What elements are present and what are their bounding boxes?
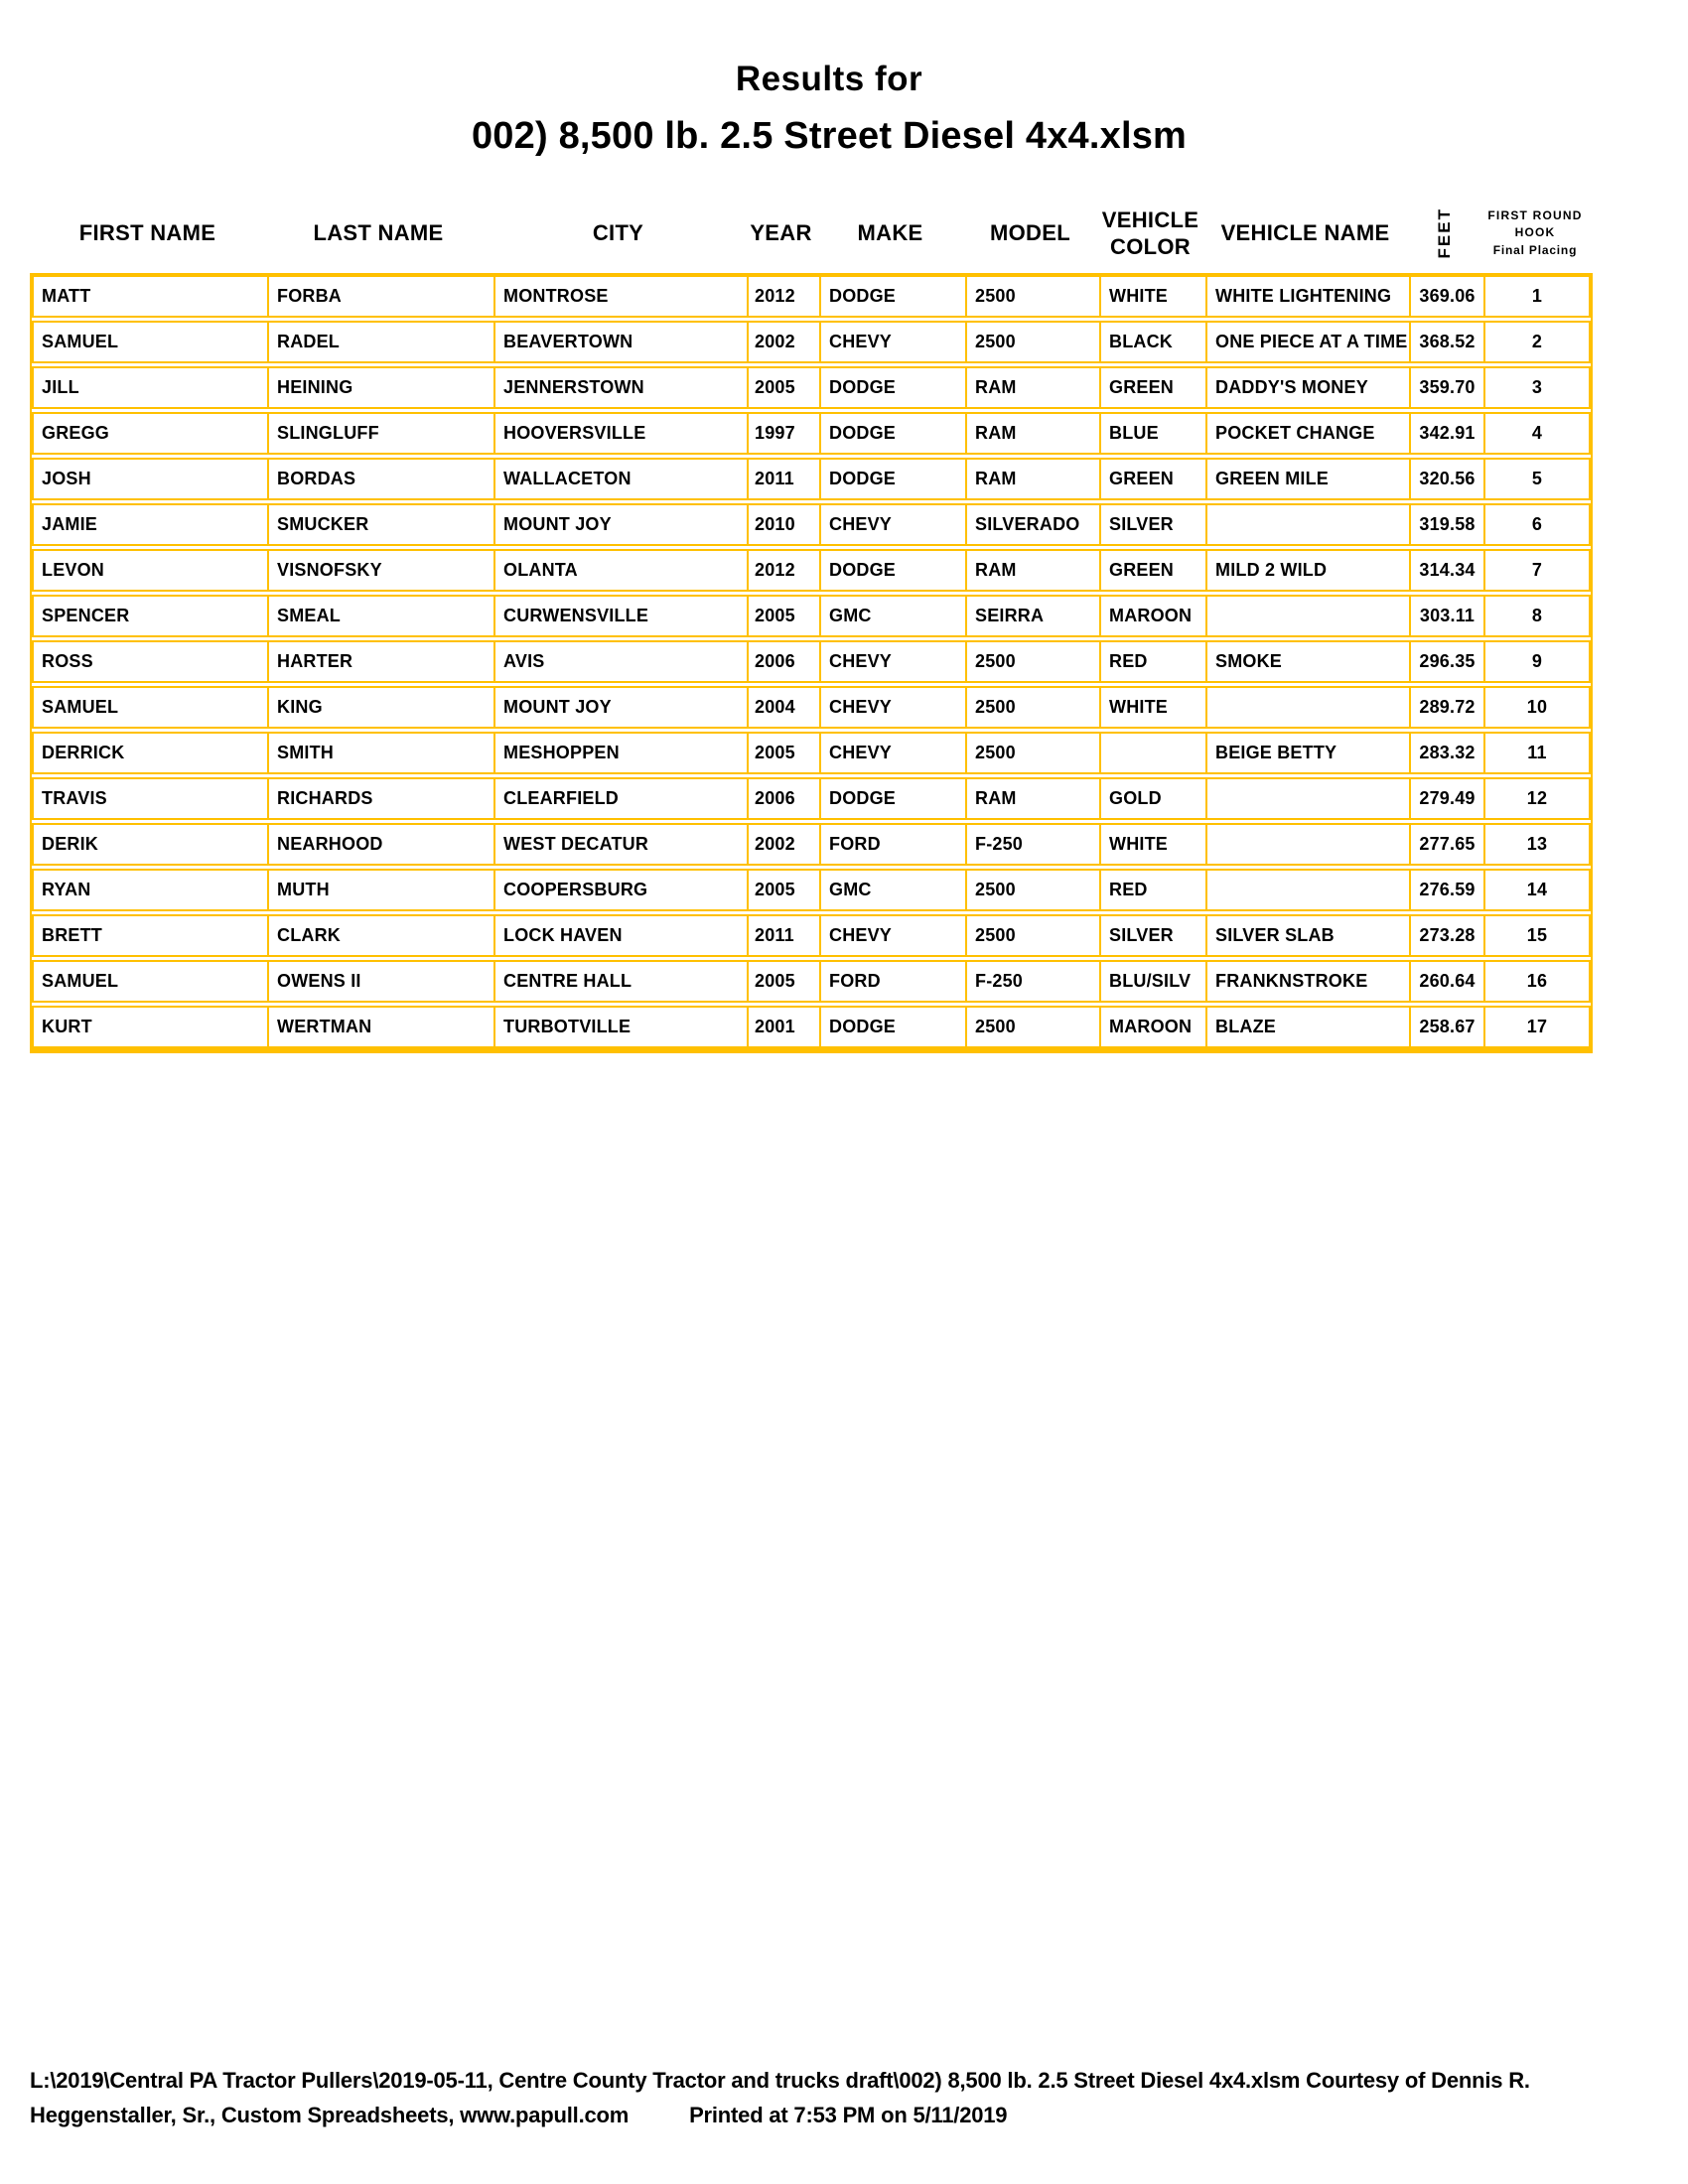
cell-last-name: KING xyxy=(269,688,495,727)
cell-last-name: WERTMAN xyxy=(269,1008,495,1046)
cell-vehicle-name xyxy=(1207,825,1411,864)
cell-last-name: HEINING xyxy=(269,368,495,407)
cell-feet: 283.32 xyxy=(1411,734,1485,772)
cell-city: AVIS xyxy=(495,642,749,681)
cell-year: 2005 xyxy=(749,597,821,635)
cell-city: MOUNT JOY xyxy=(495,505,749,544)
cell-model: 2500 xyxy=(967,734,1101,772)
cell-vehicle-color: WHITE xyxy=(1101,825,1207,864)
cell-first-name: TRAVIS xyxy=(34,779,269,818)
cell-model: 2500 xyxy=(967,323,1101,361)
table-row xyxy=(32,686,1591,729)
cell-year: 2002 xyxy=(749,825,821,864)
header-model: MODEL xyxy=(990,220,1070,246)
cell-place: 5 xyxy=(1531,469,1543,488)
cell-last-name: SLINGLUFF xyxy=(269,414,495,453)
cell-last-name: FORBA xyxy=(269,277,495,316)
cell-place: 10 xyxy=(1526,697,1548,717)
cell-model: F-250 xyxy=(967,825,1101,864)
table-row xyxy=(32,275,1591,318)
header-vehicle-name: VEHICLE NAME xyxy=(1220,220,1390,246)
cell-vehicle-color: WHITE xyxy=(1101,277,1207,316)
cell-vehicle-name xyxy=(1207,779,1411,818)
cell-vehicle-name xyxy=(1207,505,1411,544)
cell-feet: 279.49 xyxy=(1411,779,1485,818)
cell-first-name: GREGG xyxy=(34,414,269,453)
cell-vehicle-name: SMOKE xyxy=(1207,642,1411,681)
cell-make: CHEVY xyxy=(821,916,967,955)
cell-model: SILVERADO xyxy=(967,505,1101,544)
cell-place: 13 xyxy=(1526,834,1548,854)
table-row xyxy=(32,640,1591,683)
cell-city: COOPERSBURG xyxy=(495,871,749,909)
footer-file-path: L:\2019\Central PA Tractor Pullers\2019-05-11, Centre County Tractor and trucks draft\002) 8,500 lb. 2.5 Street Diesel 4x4.xlsm Courtesy of Dennis R. xyxy=(30,2068,1530,2093)
table-row xyxy=(32,777,1591,820)
cell-place: 11 xyxy=(1527,743,1547,762)
cell-make: DODGE xyxy=(821,779,967,818)
cell-year: 2011 xyxy=(749,460,821,498)
cell-place: 14 xyxy=(1526,880,1548,899)
cell-feet: 296.35 xyxy=(1411,642,1485,681)
cell-last-name: VISNOFSKY xyxy=(269,551,495,590)
cell-feet: 320.56 xyxy=(1411,460,1485,498)
cell-vehicle-color: RED xyxy=(1101,871,1207,909)
cell-first-name: JAMIE xyxy=(34,505,269,544)
cell-city: CURWENSVILLE xyxy=(495,597,749,635)
table-row xyxy=(32,366,1591,409)
cell-model: 2500 xyxy=(967,642,1101,681)
cell-year: 2005 xyxy=(749,368,821,407)
table-row xyxy=(32,549,1591,592)
cell-first-name: ROSS xyxy=(34,642,269,681)
cell-feet: 359.70 xyxy=(1411,368,1485,407)
table-row xyxy=(32,503,1591,546)
footer-credit-line xyxy=(30,2098,1668,2132)
cell-model: RAM xyxy=(967,460,1101,498)
cell-vehicle-color: MAROON xyxy=(1101,597,1207,635)
cell-first-name: BRETT xyxy=(34,916,269,955)
cell-city: OLANTA xyxy=(495,551,749,590)
cell-vehicle-color: BLUE xyxy=(1101,414,1207,453)
cell-place: 3 xyxy=(1531,377,1543,397)
cell-place: 7 xyxy=(1531,560,1543,580)
cell-vehicle-color: SILVER xyxy=(1101,505,1207,544)
cell-feet: 369.06 xyxy=(1411,277,1485,316)
cell-model: F-250 xyxy=(967,962,1101,1001)
cell-first-name: SPENCER xyxy=(34,597,269,635)
cell-first-name: KURT xyxy=(34,1008,269,1046)
cell-last-name: HARTER xyxy=(269,642,495,681)
header-first-name: FIRST NAME xyxy=(78,220,216,246)
cell-vehicle-color: BLACK xyxy=(1101,323,1207,361)
cell-year: 2012 xyxy=(749,551,821,590)
table-body xyxy=(30,273,1593,1053)
header-make: MAKE xyxy=(857,220,923,246)
footer-credit-left: Heggenstaller, Sr., Custom Spreadsheets, www.papull.com xyxy=(30,2103,630,2127)
cell-place: 6 xyxy=(1531,514,1543,534)
cell-vehicle-name xyxy=(1207,597,1411,635)
cell-last-name: BORDAS xyxy=(269,460,495,498)
cell-city: CLEARFIELD xyxy=(495,779,749,818)
cell-vehicle-name: BLAZE xyxy=(1207,1008,1411,1046)
cell-make: GMC xyxy=(821,871,967,909)
cell-feet: 276.59 xyxy=(1411,871,1485,909)
cell-vehicle-color: GREEN xyxy=(1101,460,1207,498)
cell-feet: 277.65 xyxy=(1411,825,1485,864)
cell-year: 2006 xyxy=(749,642,821,681)
cell-feet: 303.11 xyxy=(1411,597,1485,635)
cell-city: TURBOTVILLE xyxy=(495,1008,749,1046)
cell-first-name: SAMUEL xyxy=(34,323,269,361)
cell-year: 2011 xyxy=(749,916,821,955)
cell-make: DODGE xyxy=(821,277,967,316)
cell-vehicle-color: WHITE xyxy=(1101,688,1207,727)
cell-vehicle-color: RED xyxy=(1101,642,1207,681)
header-year: YEAR xyxy=(750,220,812,246)
cell-place: 9 xyxy=(1531,651,1543,671)
cell-make: CHEVY xyxy=(821,734,967,772)
cell-model: 2500 xyxy=(967,277,1101,316)
cell-vehicle-name: POCKET CHANGE xyxy=(1207,414,1411,453)
footer-printed-at: Printed at 7:53 PM on 5/11/2019 xyxy=(689,2103,1008,2127)
cell-vehicle-name: MILD 2 WILD xyxy=(1207,551,1411,590)
cell-year: 2012 xyxy=(749,277,821,316)
cell-year: 2005 xyxy=(749,871,821,909)
cell-last-name: RADEL xyxy=(269,323,495,361)
cell-first-name: RYAN xyxy=(34,871,269,909)
cell-make: DODGE xyxy=(821,460,967,498)
cell-model: 2500 xyxy=(967,916,1101,955)
cell-city: BEAVERTOWN xyxy=(495,323,749,361)
table-row xyxy=(32,321,1591,363)
cell-vehicle-name: FRANKNSTROKE xyxy=(1207,962,1411,1001)
cell-place: 16 xyxy=(1526,971,1548,991)
cell-feet: 314.34 xyxy=(1411,551,1485,590)
cell-place: 12 xyxy=(1526,788,1548,808)
cell-city: WEST DECATUR xyxy=(495,825,749,864)
cell-place: 8 xyxy=(1531,606,1543,625)
class-filename-title: 002) 8,500 lb. 2.5 Street Diesel 4x4.xlsm xyxy=(471,115,1188,157)
cell-first-name: JILL xyxy=(34,368,269,407)
cell-first-name: LEVON xyxy=(34,551,269,590)
cell-year: 2006 xyxy=(749,779,821,818)
cell-vehicle-name: WHITE LIGHTENING xyxy=(1207,277,1411,316)
cell-place: 1 xyxy=(1531,286,1543,306)
cell-city: MONTROSE xyxy=(495,277,749,316)
cell-place: 4 xyxy=(1531,423,1543,443)
table-row xyxy=(32,1006,1591,1048)
cell-feet: 258.67 xyxy=(1411,1008,1485,1046)
cell-make: DODGE xyxy=(821,414,967,453)
cell-city: MESHOPPEN xyxy=(495,734,749,772)
cell-year: 2004 xyxy=(749,688,821,727)
cell-make: DODGE xyxy=(821,551,967,590)
table-row xyxy=(32,732,1591,774)
cell-vehicle-color: BLU/SILV xyxy=(1101,962,1207,1001)
cell-vehicle-name: GREEN MILE xyxy=(1207,460,1411,498)
cell-feet: 368.52 xyxy=(1411,323,1485,361)
cell-make: CHEVY xyxy=(821,642,967,681)
table-row xyxy=(32,458,1591,500)
header-vehicle-color: VEHICLE COLOR xyxy=(1101,206,1199,259)
table-row xyxy=(32,914,1591,957)
cell-last-name: SMUCKER xyxy=(269,505,495,544)
cell-vehicle-color: GREEN xyxy=(1101,551,1207,590)
cell-vehicle-name xyxy=(1207,871,1411,909)
cell-place: 15 xyxy=(1526,925,1548,945)
cell-make: FORD xyxy=(821,962,967,1001)
cell-vehicle-color: GOLD xyxy=(1101,779,1207,818)
cell-model: 2500 xyxy=(967,688,1101,727)
cell-vehicle-name: SILVER SLAB xyxy=(1207,916,1411,955)
cell-model: RAM xyxy=(967,551,1101,590)
cell-make: CHEVY xyxy=(821,323,967,361)
cell-last-name: OWENS II xyxy=(269,962,495,1001)
cell-vehicle-color: GREEN xyxy=(1101,368,1207,407)
cell-make: DODGE xyxy=(821,1008,967,1046)
cell-first-name: DERRICK xyxy=(34,734,269,772)
cell-first-name: DERIK xyxy=(34,825,269,864)
first-round-label: FIRST ROUND xyxy=(1487,207,1583,222)
cell-vehicle-color xyxy=(1101,734,1207,772)
cell-last-name: SMEAL xyxy=(269,597,495,635)
cell-model: SEIRRA xyxy=(967,597,1101,635)
feet-header-rotated-label: FEET xyxy=(1434,207,1454,259)
cell-make: CHEVY xyxy=(821,505,967,544)
cell-city: JENNERSTOWN xyxy=(495,368,749,407)
cell-model: RAM xyxy=(967,368,1101,407)
cell-last-name: RICHARDS xyxy=(269,779,495,818)
cell-city: LOCK HAVEN xyxy=(495,916,749,955)
cell-year: 2005 xyxy=(749,962,821,1001)
cell-make: GMC xyxy=(821,597,967,635)
cell-model: 2500 xyxy=(967,871,1101,909)
cell-city: CENTRE HALL xyxy=(495,962,749,1001)
cell-first-name: SAMUEL xyxy=(34,688,269,727)
final-placing-label: Final Placing xyxy=(1492,242,1578,257)
cell-first-name: MATT xyxy=(34,277,269,316)
table-header-row xyxy=(30,197,1589,270)
cell-place: 17 xyxy=(1526,1017,1548,1036)
results-for-title: Results for xyxy=(735,60,923,98)
cell-make: FORD xyxy=(821,825,967,864)
cell-vehicle-name: DADDY'S MONEY xyxy=(1207,368,1411,407)
cell-feet: 289.72 xyxy=(1411,688,1485,727)
cell-vehicle-color: MAROON xyxy=(1101,1008,1207,1046)
table-row xyxy=(32,869,1591,911)
cell-last-name: CLARK xyxy=(269,916,495,955)
cell-first-name: SAMUEL xyxy=(34,962,269,1001)
cell-year: 2010 xyxy=(749,505,821,544)
cell-vehicle-name: ONE PIECE AT A TIME xyxy=(1207,323,1411,361)
cell-model: 2500 xyxy=(967,1008,1101,1046)
cell-feet: 273.28 xyxy=(1411,916,1485,955)
cell-make: CHEVY xyxy=(821,688,967,727)
page-footer xyxy=(30,2063,1668,2132)
table-row xyxy=(32,823,1591,866)
cell-feet: 342.91 xyxy=(1411,414,1485,453)
cell-feet: 260.64 xyxy=(1411,962,1485,1001)
hook-label: HOOK xyxy=(1514,225,1556,240)
cell-first-name: JOSH xyxy=(34,460,269,498)
cell-year: 1997 xyxy=(749,414,821,453)
cell-city: WALLACETON xyxy=(495,460,749,498)
header-last-name: LAST NAME xyxy=(313,220,444,246)
cell-year: 2001 xyxy=(749,1008,821,1046)
cell-feet: 319.58 xyxy=(1411,505,1485,544)
cell-model: RAM xyxy=(967,779,1101,818)
cell-last-name: SMITH xyxy=(269,734,495,772)
table-row xyxy=(32,960,1591,1003)
header-feet xyxy=(1407,197,1481,270)
cell-last-name: NEARHOOD xyxy=(269,825,495,864)
cell-vehicle-color: SILVER xyxy=(1101,916,1207,955)
cell-city: MOUNT JOY xyxy=(495,688,749,727)
cell-city: HOOVERSVILLE xyxy=(495,414,749,453)
table-row xyxy=(32,412,1591,455)
header-city: CITY xyxy=(592,220,644,246)
cell-year: 2005 xyxy=(749,734,821,772)
table-row xyxy=(32,595,1591,637)
cell-model: RAM xyxy=(967,414,1101,453)
header-first-round-hook xyxy=(1481,207,1589,259)
cell-last-name: MUTH xyxy=(269,871,495,909)
cell-vehicle-name: BEIGE BETTY xyxy=(1207,734,1411,772)
cell-place: 2 xyxy=(1531,332,1543,351)
cell-year: 2002 xyxy=(749,323,821,361)
cell-vehicle-name xyxy=(1207,688,1411,727)
cell-make: DODGE xyxy=(821,368,967,407)
